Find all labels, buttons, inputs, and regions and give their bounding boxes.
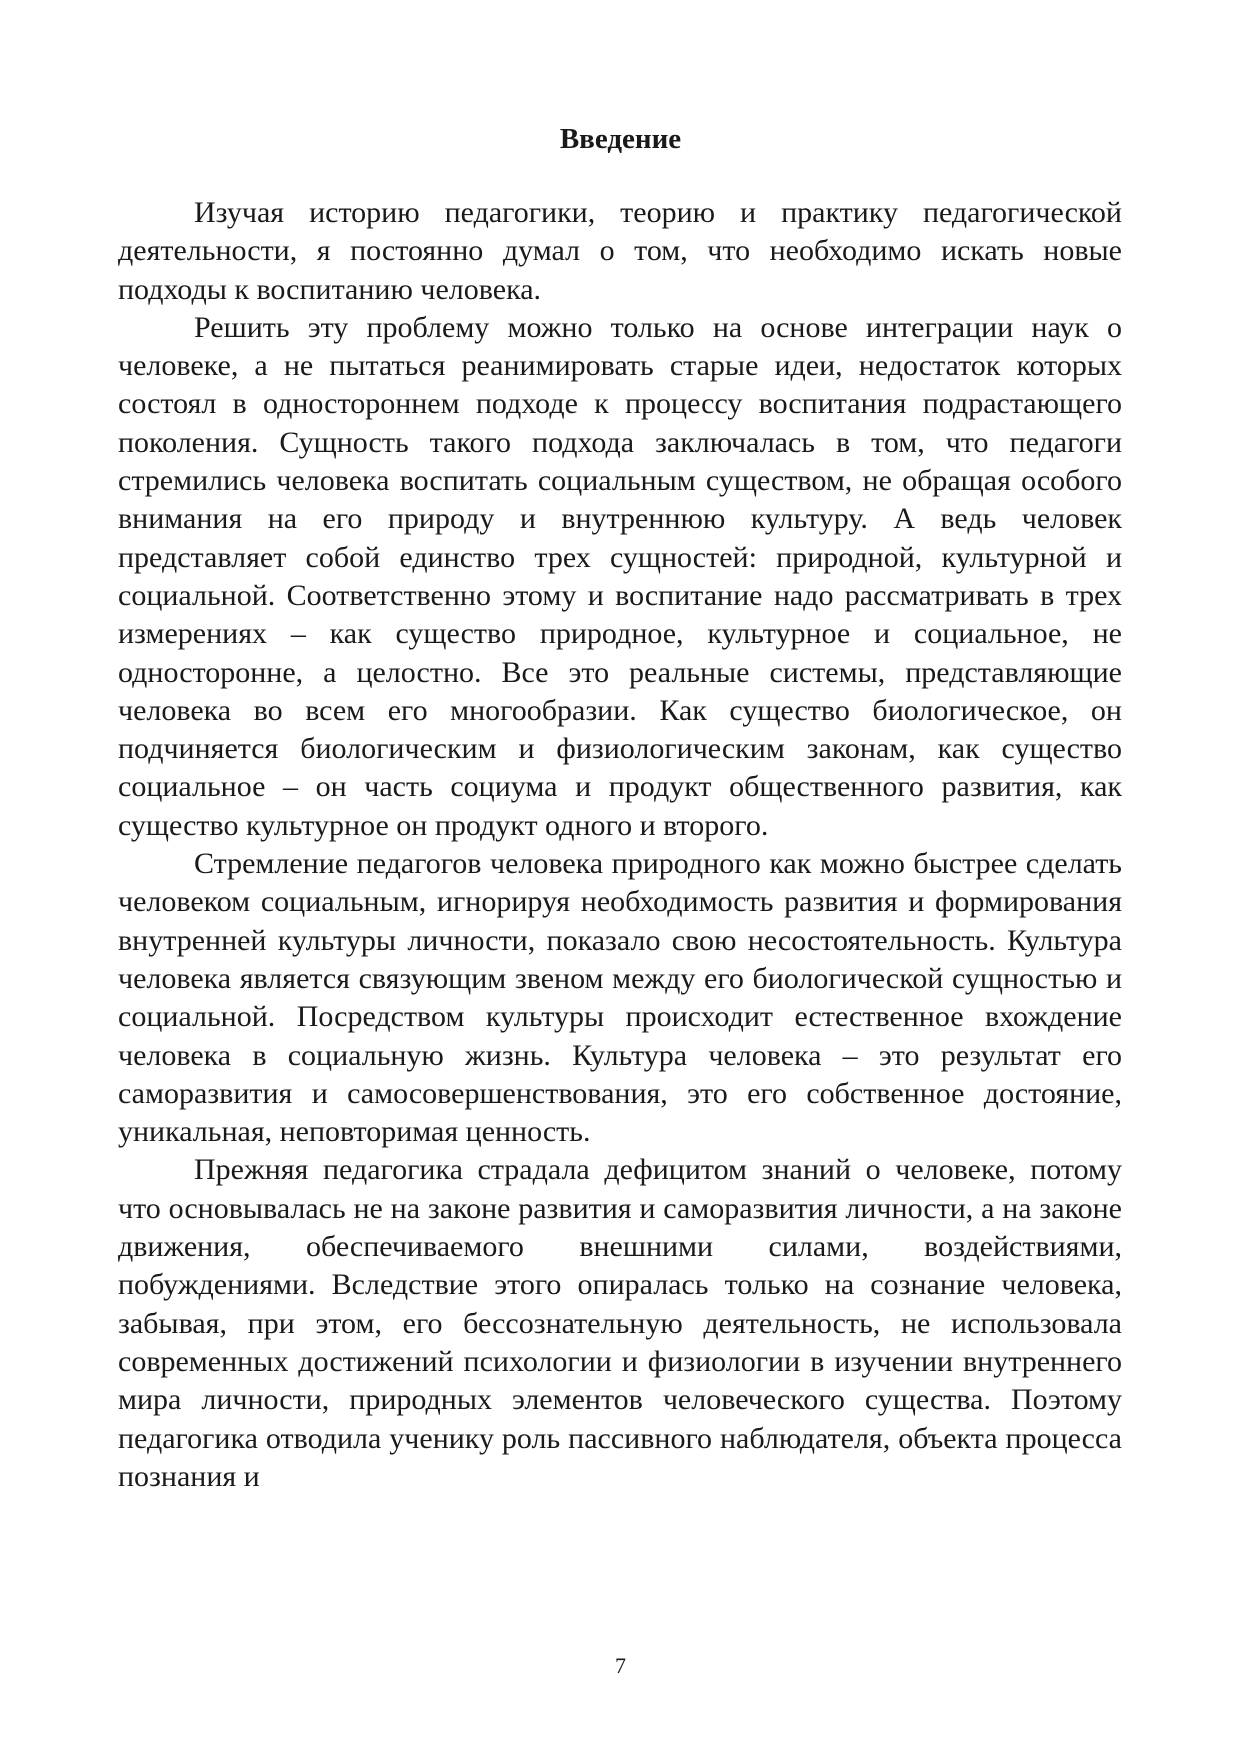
paragraph-2: Решить эту проблему можно только на основе интеграции наук о человеке, а не пытаться реанимировать старые идеи, недостаток которых состоял в одностороннем подходе к процессу воспитания подрастающего поколения. Сущность такого подхода заключалась в том, что педагоги стремились человека воспитать социальным существом, не обращая особого внимания на его природу и внутреннюю культуру. А ведь человек представляет собой единство трех сущностей: природной, культурной и социальной. Соответственно этому и воспитание надо рассматривать в трех измерениях – как существо природное, культурное и социальное, не односторонне, а целостно. Все это реальные системы, представляющие человека во всем его многообразии. Как существо биологическое, он подчиняется биологическим и физиологическим законам, как существо социальное – он часть социума и продукт общественного развития, как существо культурное он продукт одного и второго.	[118, 310, 1122, 842]
paragraph-4: Прежняя педагогика страдала дефицитом знаний о человеке, потому что основывалась не на законе развития и саморазвития личности, а на законе движения, обеспечиваемого внешними силами, воздействиями, побуждениями. Вследствие этого опиралась только на сознание человека, забывая, при этом, его бессознательную деятельность, не использовала современных достижений психологии и физиологии в изучении внутреннего мира личности, природных элементов человеческого существа. Поэтому педагогика отводила ученику роль пассивного наблюдателя, объекта процесса познания и	[118, 1153, 1122, 1493]
paragraph-3: Стремление педагогов человека природного как можно быстрее сделать человеком социальным, игнорируя необходимость развития и формирования внутренней культуры личности, показало свою несостоятельность. Культура человека является связующим звеном между его биологической сущностью и социальной. Посредством культуры происходит естественное вхождение человека в социальную жизнь. Культура человека – это результат его саморазвития и самосовершенствования, это его собственное достояние, уникальная, неповторимая ценность.	[118, 847, 1122, 1149]
paragraph-1: Изучая историю педагогики, теорию и практику педагогической деятельности, я постоянно думал о том, что необходимо искать новые подходы к воспитанию человека.	[118, 196, 1122, 306]
page-number: 7	[615, 1653, 626, 1678]
page-title: Введение	[559, 123, 682, 155]
body-text	[118, 194, 1122, 1496]
